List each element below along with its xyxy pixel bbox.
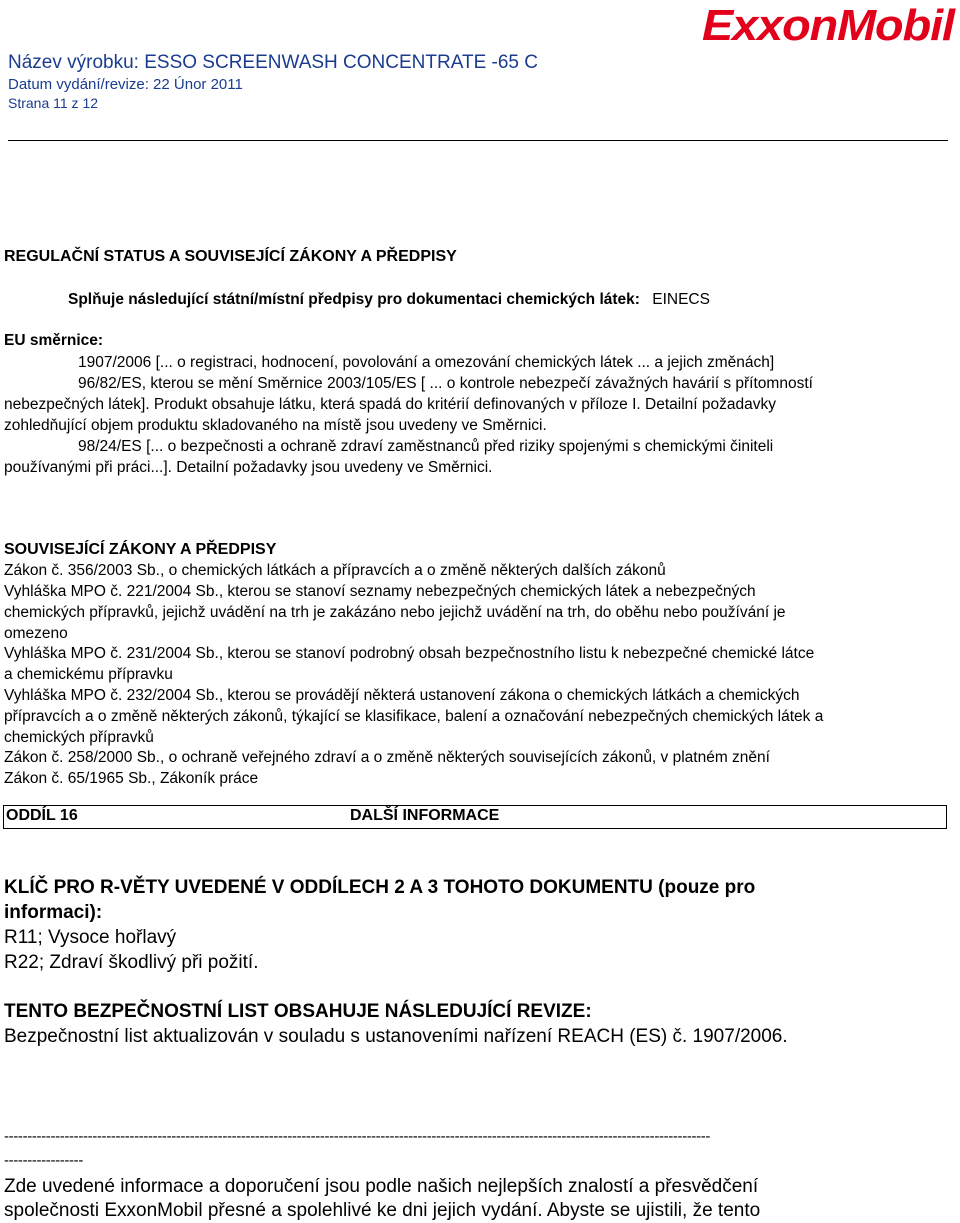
eu-line-6: používanými při práci...]. Detailní požadavky jsou uvedeny ve Směrnici.	[4, 459, 493, 476]
r11-phrase: R11; Vysoce hořlavý	[4, 927, 177, 948]
eu-line-2: 96/82/ES, kterou se mění Směrnice 2003/105/ES [ ... o kontrole nebezpečí závažných havárií s přítomností	[78, 375, 813, 392]
related-laws-heading: SOUVISEJÍCÍ ZÁKONY A PŘEDPISY	[4, 541, 277, 558]
eu-line-5: 98/24/ES [... o bezpečnosti a ochraně zdraví zaměstnanců před riziky spojenými s chemickými činiteli	[78, 438, 774, 455]
law-line-4: omezeno	[4, 625, 68, 642]
r22-phrase: R22; Zdraví škodlivý při požití.	[4, 952, 259, 973]
eu-line-1: 1907/2006 [... o registraci, hodnocení, povolování a omezování chemických látek ... a jejich změnách]	[78, 354, 775, 371]
law-line-2: Vyhláška MPO č. 221/2004 Sb., kterou se stanoví seznamy nebezpečných chemických látek a nebezpečných	[4, 583, 756, 600]
law-line-3: chemických přípravků, jejichž uvádění na trh je zakázáno nebo jejichž uvádění na trh, do oběhu nebo používání je	[4, 604, 786, 621]
footer-disclaimer-line-2: společnosti ExxonMobil přesné a spolehlivé ke dni jejich vydání. Abyste se ujistili, že tento	[4, 1200, 761, 1221]
eu-line-3: nebezpečných látek]. Produkt obsahuje látku, která spadá do kritérií definovaných v příloze I. Detailní požadavky	[4, 396, 776, 413]
law-line-9: chemických přípravků	[4, 729, 154, 746]
regulatory-heading: REGULAČNÍ STATUS A SOUVISEJÍCÍ ZÁKONY A PŘEDPISY	[4, 248, 457, 265]
law-line-11: Zákon č. 65/1965 Sb., Zákoník práce	[4, 770, 259, 787]
eu-line-4: zohledňující objem produktu skladovaného na místě jsou uvedeny ve Směrnici.	[4, 417, 547, 434]
compliance-label: Splňuje následující státní/místní předpisy pro dokumentaci chemických látek:	[68, 291, 640, 308]
law-line-1: Zákon č. 356/2003 Sb., o chemických látkách a přípravcích a o změně některých dalších zákonů	[4, 562, 666, 579]
compliance-row	[68, 289, 948, 310]
product-name: Název výrobku: ESSO SCREENWASH CONCENTRATE -65 C	[8, 52, 538, 73]
law-line-8: přípravcích a o změně některých zákonů, týkající se klasifikace, balení a označování nebezpečných chemických látek a	[4, 708, 824, 725]
section-title: DALŠÍ INFORMACE	[350, 807, 500, 824]
footer-disclaimer-line-1: Zde uvedené informace a doporučení jsou podle našich nejlepších znalostí a přesvědčení	[4, 1176, 759, 1197]
revisions-text: Bezpečnostní list aktualizován v souladu s ustanoveními nařízení REACH (ES) č. 1907/2006.	[4, 1026, 788, 1047]
revisions-heading: TENTO BEZPEČNOSTNÍ LIST OBSAHUJE NÁSLEDUJÍCÍ REVIZE:	[4, 1001, 592, 1022]
eu-directives-heading: EU směrnice:	[4, 332, 104, 349]
law-line-7: Vyhláška MPO č. 232/2004 Sb., kterou se provádějí některá ustanovení zákona o chemických látkách a chemických	[4, 687, 800, 704]
law-line-5: Vyhláška MPO č. 231/2004 Sb., kterou se stanoví podrobný obsah bezpečnostního listu k nebezpečné chemické látce	[4, 645, 815, 662]
law-line-10: Zákon č. 258/2000 Sb., o ochraně veřejného zdraví a o změně některých souvisejících zákonů, v platném znění	[4, 749, 770, 766]
exxonmobil-logo-graphic	[700, 0, 958, 52]
exxonmobil-logo	[700, 0, 958, 59]
footer-dashes-2: -----------------	[4, 1152, 83, 1169]
logo-text: ExxonMobil	[702, 1, 956, 50]
page-number: Strana 11 z 12	[8, 95, 99, 111]
r-phrases-heading-line-1: KLÍČ PRO R-VĚTY UVEDENÉ V ODDÍLECH 2 A 3 TOHOTO DOKUMENTU (pouze pro	[4, 877, 756, 898]
section-number: ODDÍL 16	[6, 807, 78, 824]
law-line-6: a chemickému přípravku	[4, 666, 173, 683]
compliance-value: EINECS	[652, 291, 710, 308]
issue-date: Datum vydání/revize: 22 Únor 2011	[8, 76, 243, 93]
section-16-header	[3, 805, 947, 829]
r-phrases-heading-line-2: informaci):	[4, 902, 103, 923]
header-rule	[8, 140, 948, 141]
footer-dashes-1: --------------------------------------------------------------------------------------------------------------------------------------------------------	[4, 1128, 711, 1145]
